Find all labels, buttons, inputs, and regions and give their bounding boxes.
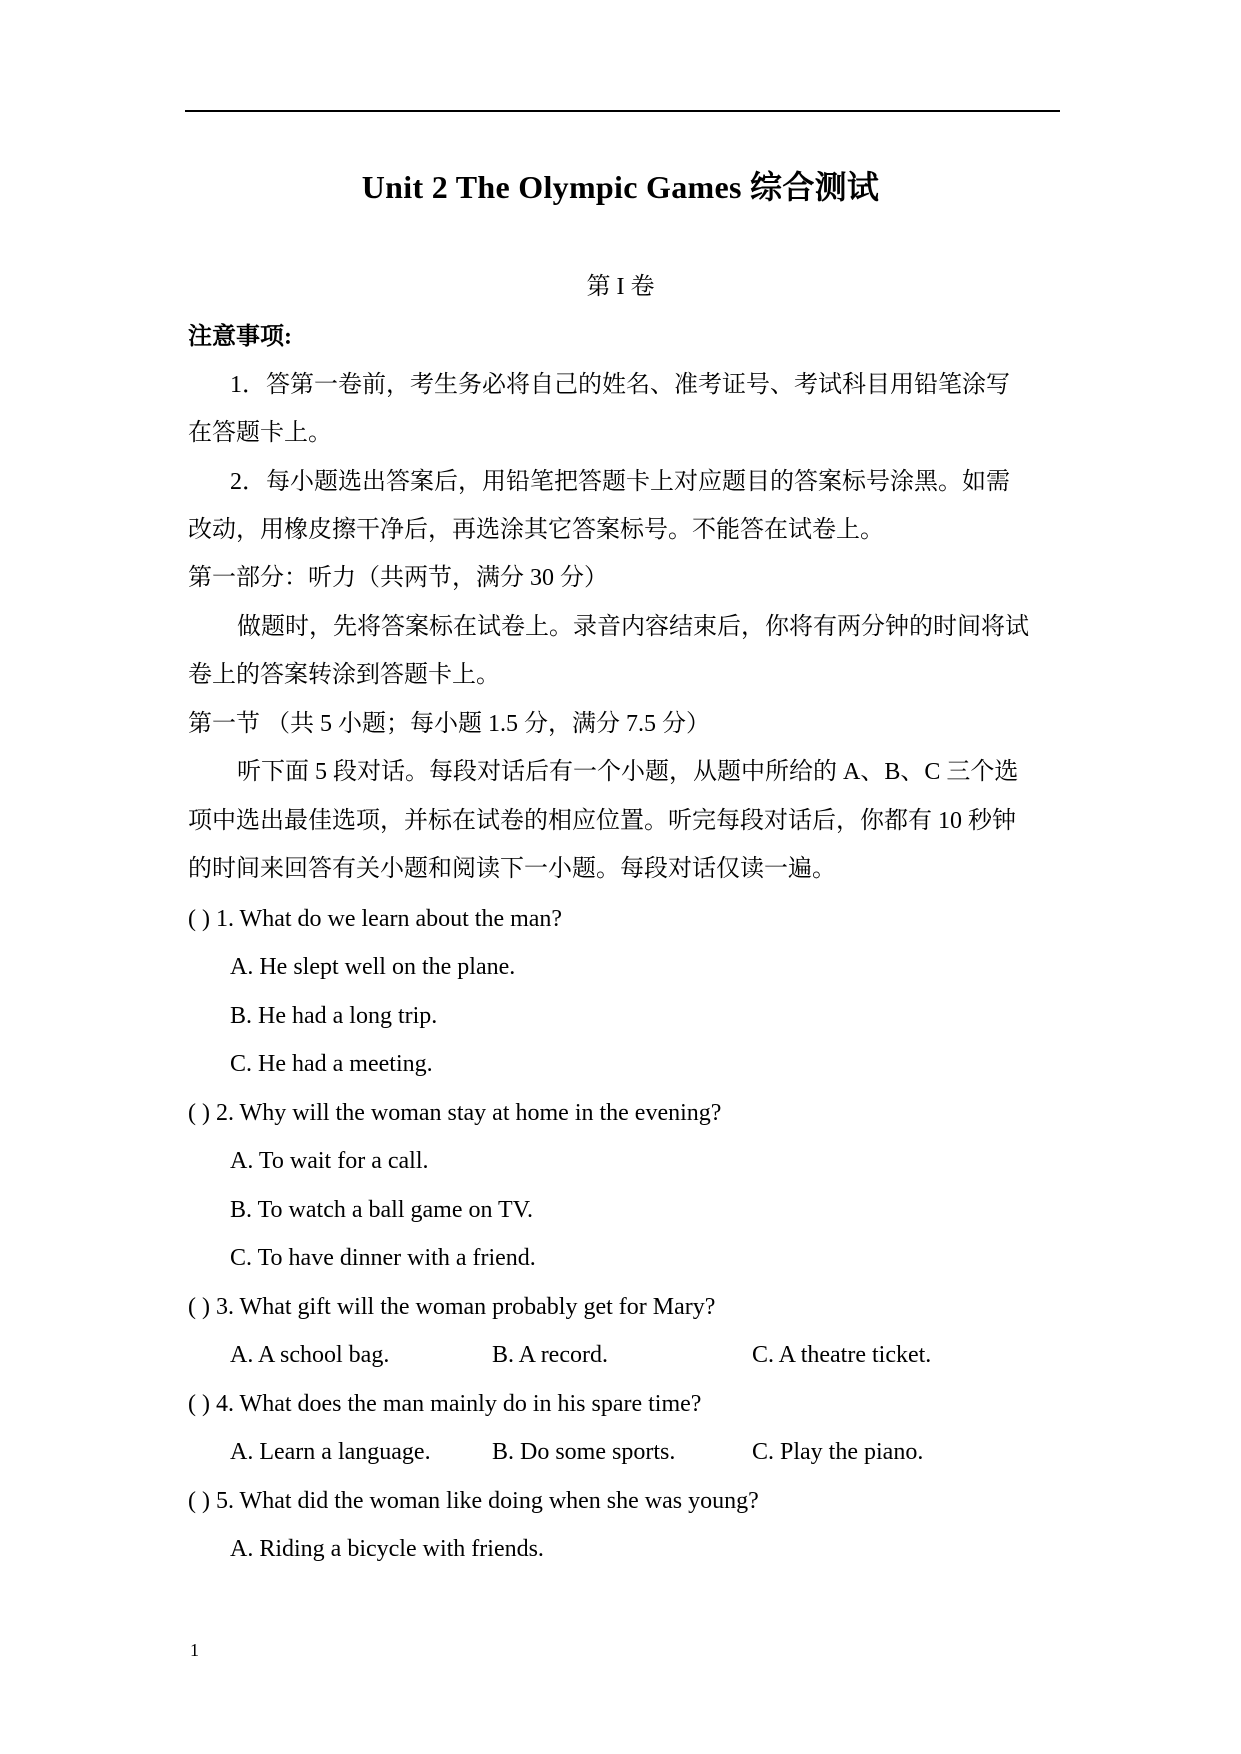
question-2-option-b: B. To watch a ball game on TV. <box>230 1197 533 1223</box>
question-4-option-b: B. Do some sports. <box>492 1439 676 1465</box>
question-3-option-b: B. A record. <box>492 1342 608 1368</box>
section1-instruction: 的时间来回答有关小题和阅读下一小题。每段对话仅读一遍。 <box>188 856 836 882</box>
question-4-option-a: A. Learn a language. <box>230 1439 431 1465</box>
question-1: ( ) 1. What do we learn about the man? <box>188 906 563 932</box>
section1-heading: 第一节 （共 5 小题；每小题 1.5 分，满分 7.5 分） <box>188 711 710 737</box>
question-5-option-a: A. Riding a bicycle with friends. <box>230 1536 544 1562</box>
note-line: 在答题卡上。 <box>188 420 332 446</box>
question-3-option-c: C. A theatre ticket. <box>752 1342 932 1368</box>
question-1-option-a: A. He slept well on the plane. <box>230 954 516 980</box>
question-2-option-a: A. To wait for a call. <box>230 1148 429 1174</box>
question-4-option-c: C. Play the piano. <box>752 1439 924 1465</box>
notes-heading: 注意事项: <box>188 324 292 350</box>
note-line: 1．答第一卷前，考生务必将自己的姓名、准考证号、考试科目用铅笔涂写 <box>230 372 1010 398</box>
part1-heading: 第一部分：听力（共两节，满分 30 分） <box>188 565 608 591</box>
page-number: 1 <box>190 1640 199 1660</box>
question-1-option-c: C. He had a meeting. <box>230 1051 433 1077</box>
note-line: 改动，用橡皮擦干净后，再选涂其它答案标号。不能答在试卷上。 <box>188 517 884 543</box>
part1-instruction: 做题时，先将答案标在试卷上。录音内容结束后，你将有两分钟的时间将试 <box>237 614 1029 640</box>
question-4: ( ) 4. What does the man mainly do in his spare time? <box>188 1391 702 1417</box>
question-5: ( ) 5. What did the woman like doing when she was young? <box>188 1488 759 1514</box>
header-rule <box>185 110 1060 112</box>
page-title: Unit 2 The Olympic Games 综合测试 <box>361 169 880 205</box>
part1-instruction: 卷上的答案转涂到答题卡上。 <box>188 662 500 688</box>
question-2: ( ) 2. Why will the woman stay at home in the evening? <box>188 1100 722 1126</box>
note-line: 2．每小题选出答案后，用铅笔把答题卡上对应题目的答案标号涂黑。如需 <box>230 469 1010 495</box>
section1-instruction: 听下面 5 段对话。每段对话后有一个小题，从题中所给的 A、B、C 三个选 <box>237 759 1019 785</box>
question-2-option-c: C. To have dinner with a friend. <box>230 1245 536 1271</box>
question-3-option-a: A. A school bag. <box>230 1342 390 1368</box>
question-1-option-b: B. He had a long trip. <box>230 1003 438 1029</box>
volume-label: 第 I 卷 <box>586 274 655 300</box>
section1-instruction: 项中选出最佳选项，并标在试卷的相应位置。听完每段对话后，你都有 10 秒钟 <box>188 808 1016 834</box>
question-3: ( ) 3. What gift will the woman probably get for Mary? <box>188 1294 716 1320</box>
